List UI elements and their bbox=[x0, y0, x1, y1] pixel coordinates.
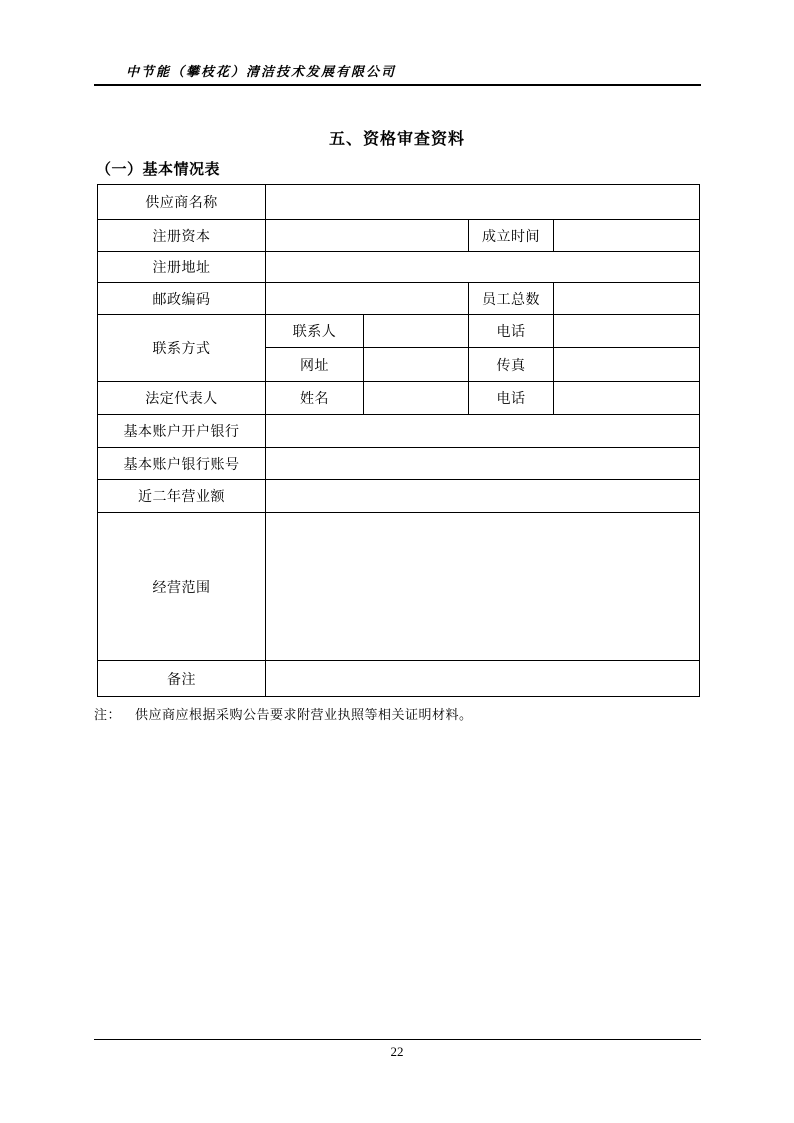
business-scope-label: 经营范围 bbox=[98, 513, 266, 661]
note-text: 供应商应根据采购公告要求附营业执照等相关证明材料。 bbox=[135, 707, 473, 722]
table-row bbox=[98, 283, 700, 315]
table-row bbox=[98, 220, 700, 252]
contact-person-label: 联系人 bbox=[266, 315, 364, 348]
footer-divider bbox=[94, 1039, 701, 1040]
table-row bbox=[98, 315, 700, 348]
table-row bbox=[98, 480, 700, 513]
legal-rep-name-label: 姓名 bbox=[266, 382, 364, 415]
table-row bbox=[98, 252, 700, 283]
established-date-label: 成立时间 bbox=[469, 220, 554, 252]
bank-account-value-cell[interactable] bbox=[266, 448, 700, 480]
employee-count-value-cell[interactable] bbox=[554, 283, 700, 315]
supplier-name-value-cell[interactable] bbox=[266, 185, 700, 220]
contact-phone-value-cell[interactable] bbox=[554, 315, 700, 348]
legal-rep-phone-value-cell[interactable] bbox=[554, 382, 700, 415]
supplier-name-label: 供应商名称 bbox=[98, 185, 266, 220]
table-row bbox=[98, 448, 700, 480]
legal-rep-label: 法定代表人 bbox=[98, 382, 266, 415]
contact-phone-label: 电话 bbox=[469, 315, 554, 348]
table-row bbox=[98, 415, 700, 448]
postal-code-label: 邮政编码 bbox=[98, 283, 266, 315]
business-scope-value-cell[interactable] bbox=[266, 513, 700, 661]
fax-value-cell[interactable] bbox=[554, 348, 700, 382]
table-row bbox=[98, 513, 700, 661]
header-divider bbox=[94, 84, 701, 86]
bank-name-label: 基本账户开户银行 bbox=[98, 415, 266, 448]
revenue-value-cell[interactable] bbox=[266, 480, 700, 513]
remarks-label: 备注 bbox=[98, 661, 266, 697]
table-row bbox=[98, 661, 700, 697]
contact-method-label: 联系方式 bbox=[98, 315, 266, 382]
header-company-name: 中节能（攀枝花）清洁技术发展有限公司 bbox=[126, 64, 397, 79]
website-label: 网址 bbox=[266, 348, 364, 382]
revenue-label: 近二年营业额 bbox=[98, 480, 266, 513]
legal-rep-name-value-cell[interactable] bbox=[364, 382, 469, 415]
basic-info-table bbox=[97, 184, 700, 697]
note-prefix: 注： bbox=[94, 707, 122, 722]
postal-code-value-cell[interactable] bbox=[266, 283, 469, 315]
page-number: 22 bbox=[390, 1044, 404, 1059]
registered-address-label: 注册地址 bbox=[98, 252, 266, 283]
remarks-value-cell[interactable] bbox=[266, 661, 700, 697]
employee-count-label: 员工总数 bbox=[469, 283, 554, 315]
fax-label: 传真 bbox=[469, 348, 554, 382]
bank-account-label: 基本账户银行账号 bbox=[98, 448, 266, 480]
registered-capital-value-cell[interactable] bbox=[266, 220, 469, 252]
website-value-cell[interactable] bbox=[364, 348, 469, 382]
registered-capital-label: 注册资本 bbox=[98, 220, 266, 252]
section-heading: （一）基本情况表 bbox=[96, 162, 221, 178]
registered-address-value-cell[interactable] bbox=[266, 252, 700, 283]
legal-rep-phone-label: 电话 bbox=[469, 382, 554, 415]
bank-name-value-cell[interactable] bbox=[266, 415, 700, 448]
established-date-value-cell[interactable] bbox=[554, 220, 700, 252]
table-row bbox=[98, 185, 700, 220]
page-title: 五、资格审查资料 bbox=[328, 131, 465, 148]
note bbox=[94, 704, 473, 723]
table-row bbox=[98, 382, 700, 415]
contact-person-value-cell[interactable] bbox=[364, 315, 469, 348]
